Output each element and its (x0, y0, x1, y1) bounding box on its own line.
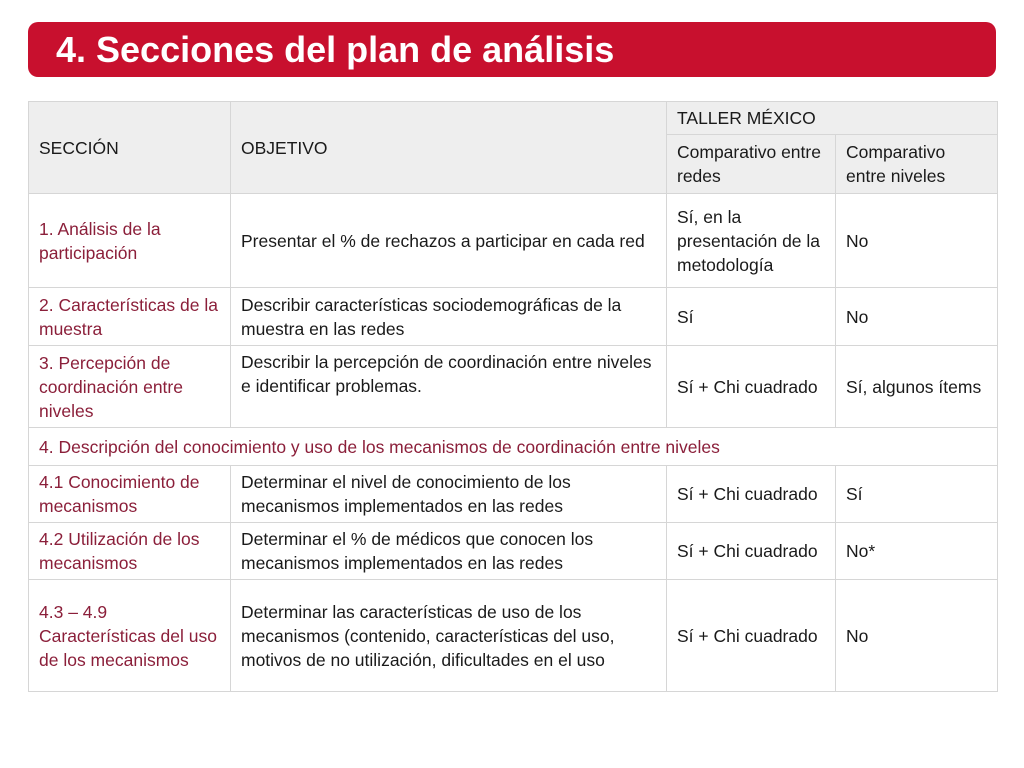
subrow-redes: Sí + Chi cuadrado (667, 466, 836, 523)
subrow-niveles: No (836, 580, 998, 692)
subrow-redes: Sí + Chi cuadrado (667, 523, 836, 580)
subrow-niveles: Sí (836, 466, 998, 523)
subrow-seccion: 4.3 – 4.9 Características del uso de los mecanismos (29, 580, 231, 692)
row-redes: Sí, en la presentación de la metodología (667, 194, 836, 288)
row-niveles: No (836, 288, 998, 346)
row-redes: Sí + Chi cuadrado (667, 346, 836, 428)
group-row (29, 428, 998, 466)
subrow-seccion: 4.2 Utilización de los mecanismos (29, 523, 231, 580)
table-row (29, 580, 998, 692)
header-row-top (29, 102, 998, 135)
row-niveles: Sí, algunos ítems (836, 346, 998, 428)
row-objetivo: Describir características sociodemográficas de la muestra en las redes (231, 288, 667, 346)
table-row (29, 288, 998, 346)
header-seccion: SECCIÓN (29, 102, 231, 194)
subrow-niveles: No* (836, 523, 998, 580)
table-row (29, 523, 998, 580)
header-comparativo-niveles: Comparativo entre niveles (836, 135, 998, 194)
row-niveles: No (836, 194, 998, 288)
analysis-plan-table (28, 101, 998, 692)
subrow-redes: Sí + Chi cuadrado (667, 580, 836, 692)
row-seccion: 1. Análisis de la participación (29, 194, 231, 288)
table-row (29, 346, 998, 428)
title-bar (28, 22, 996, 77)
group-label: 4. Descripción del conocimiento y uso de los mecanismos de coordinación entre niveles (29, 428, 998, 466)
slide-title: 4. Secciones del plan de análisis (56, 28, 615, 70)
row-redes: Sí (667, 288, 836, 346)
header-comparativo-redes: Comparativo entre redes (667, 135, 836, 194)
row-objetivo: Presentar el % de rechazos a participar en cada red (231, 194, 667, 288)
subrow-objetivo: Determinar las características de uso de los mecanismos (contenido, características del uso, motivos de no utilización, dificultades en el uso (231, 580, 667, 692)
table-row (29, 466, 998, 523)
subrow-objetivo: Determinar el % de médicos que conocen los mecanismos implementados en las redes (231, 523, 667, 580)
subrow-seccion: 4.1 Conocimiento de mecanismos (29, 466, 231, 523)
subrow-objetivo: Determinar el nivel de conocimiento de los mecanismos implementados en las redes (231, 466, 667, 523)
table-row (29, 194, 998, 288)
header-objetivo: OBJETIVO (231, 102, 667, 194)
row-seccion: 3. Percepción de coordinación entre niveles (29, 346, 231, 428)
row-seccion: 2. Características de la muestra (29, 288, 231, 346)
row-objetivo: Describir la percepción de coordinación entre niveles e identificar problemas. (231, 346, 667, 428)
header-taller-mexico: TALLER MÉXICO (667, 102, 998, 135)
